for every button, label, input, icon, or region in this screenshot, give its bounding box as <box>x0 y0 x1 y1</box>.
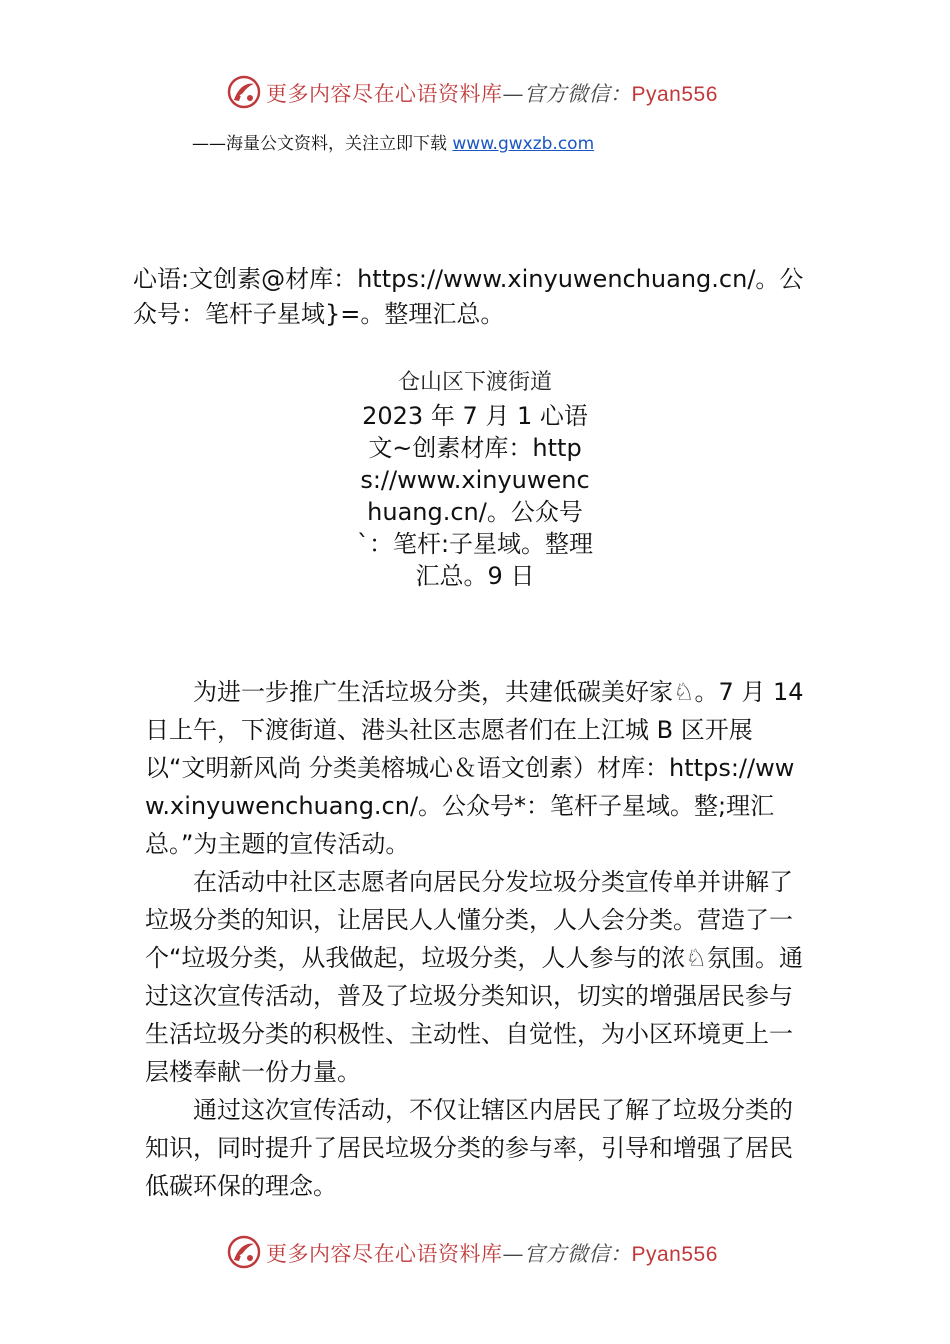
banner-separator: — <box>502 1242 524 1266</box>
banner-wechat-id: Pyan556 <box>631 83 718 106</box>
date-text: 2023 年 7 月 1 心语文~创素材库：https://www.xinyuwenchuang.cn/。公众号`：笔杆:子星域。整理汇总。9 日 <box>356 402 594 590</box>
header-banner <box>0 72 950 112</box>
subline-text: ——海量公文资料，关注立即下载 <box>192 134 453 154</box>
intro-paragraph: 心语:文创素@材库：https://www.xinyuwenchuang.cn/。公众号：笔杆子星域}=。整理汇总。 <box>133 265 804 328</box>
brand-logo-icon <box>226 1234 262 1270</box>
article-body <box>145 673 812 1205</box>
brand-logo-icon <box>226 74 262 110</box>
download-link[interactable]: www.gwxzb.com <box>452 134 595 154</box>
place-title: 仓山区下渡街道 <box>397 370 552 395</box>
footer-banner <box>0 1232 950 1272</box>
title-block <box>355 366 595 592</box>
banner-wechat-label: 官方微信： <box>524 1242 632 1266</box>
banner-wechat-id: Pyan556 <box>631 1243 718 1266</box>
banner-text <box>266 78 718 108</box>
banner-wechat-label: 官方微信： <box>524 82 632 106</box>
banner-slogan: 更多内容尽在心语资料库 <box>266 82 503 106</box>
banner-slogan: 更多内容尽在心语资料库 <box>266 1242 503 1266</box>
banner-separator: — <box>502 82 524 106</box>
body-paragraph-3: 通过这次宣传活动，不仅让辖区内居民了解了垃圾分类的知识，同时提升了居民垃圾分类的参与率，引导和增强了居民低碳环保的理念。 <box>145 1096 793 1200</box>
body-paragraph-1: 为进一步推广生活垃圾分类，共建低碳美好家♘。7 月 14 日上午，下渡街道、港头社区志愿者们在上江城 B 区开展以“文明新风尚 分类美榕城心＆语文创素）材库：https://www.xinyuwenchuang.cn/。公众号*：笔杆子星域。整;理汇总。”为主题的宣传活动。 <box>145 678 804 858</box>
body-paragraph-2: 在活动中社区志愿者向居民分发垃圾分类宣传单并讲解了垃圾分类的知识，让居民人人懂分类，人人会分类。营造了一个“垃圾分类，从我做起，垃圾分类，人人参与的浓♘氛围。通过这次宣传活动，普及了垃圾分类知识，切实的增强居民参与生活垃圾分类的积极性、主动性、自觉性，为小区环境更上一层楼奉献一份力量。 <box>145 868 803 1086</box>
download-subline <box>192 129 594 154</box>
banner-text <box>266 1238 718 1268</box>
